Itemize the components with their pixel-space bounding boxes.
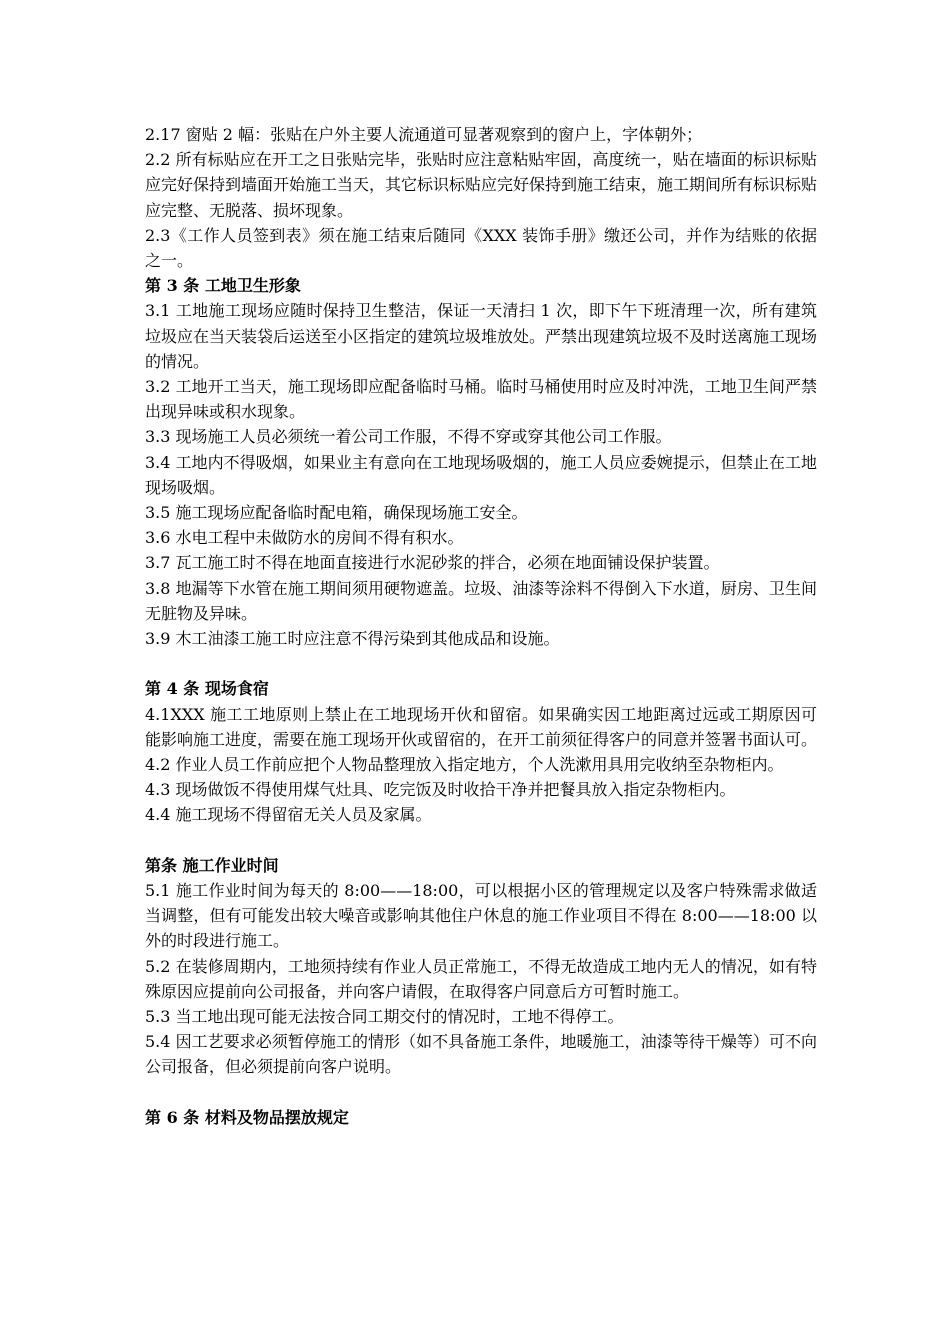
paragraph-5-1: 5.1 施工作业时间为每天的 8:00——18:00，可以根据小区的管理规定以及客户特殊需求做适当调整，但有可能发出较大噪音或影响其他住户休息的施工作业项目不得在 8:00——18:00 以外的时段进行施工。 — [145, 881, 817, 951]
paragraph-2-2: 2.2 所有标贴应在开工之日张贴完毕，张贴时应注意粘贴牢固，高度统一，贴在墙面的标识标贴应完好保持到墙面开始施工当天，其它标识标贴应完好保持到施工结束，施工期间所有标识标贴应完整、无脱落、损坏现象。 — [145, 150, 818, 220]
paragraph-3-9: 3.9 木工油漆工施工时应注意不得污染到其他成品和设施。 — [145, 629, 560, 649]
section-heading-5: 第条 施工作业时间 — [145, 855, 279, 875]
paragraph-5-4: 5.4 因工艺要求必须暂停施工的情形（如不具备施工条件，地暖施工，油漆等待干燥等）可不向公司报备，但必须提前向客户说明。 — [145, 1032, 817, 1077]
paragraph-3-4: 3.4 工地内不得吸烟，如果业主有意向在工地现场吸烟的，施工人员应委婉提示，但禁止在工地现场吸烟。 — [145, 452, 817, 497]
paragraph-5-2: 5.2 在装修周期内，工地须持续有作业人员正常施工，不得无故造成工地内无人的情况，如有特殊原因应提前向公司报备，并向客户请假，在取得客户同意后方可暂时施工。 — [145, 956, 817, 1001]
paragraph-3-1: 3.1 工地施工现场应随时保持卫生整洁，保证一天清扫 1 次，即下午下班清理一次，所有建筑垃圾应在当天装袋后运送至小区指定的建筑垃圾堆放处。严禁出现建筑垃圾不及时送离施工现场的情况。 — [145, 301, 818, 371]
paragraph-3-8: 3.8 地漏等下水管在施工期间须用硬物遮盖。垃圾、油漆等涂料不得倒入下水道，厨房、卫生间无脏物及异味。 — [145, 578, 817, 623]
paragraph-4-4: 4.4 施工现场不得留宿无关人员及家属。 — [145, 805, 432, 825]
paragraph-4-1: 4.1XXX 施工工地原则上禁止在工地现场开伙和留宿。如果确实因工地距离过远或工期原因可能影响施工进度，需要在施工现场开伙或留宿的，在开工前须征得客户的同意并签署书面认可。 — [145, 704, 818, 749]
document-page — [145, 122, 817, 1130]
section-heading-6: 第 6 条 材料及物品摆放规定 — [145, 1107, 349, 1127]
section-heading-3: 第 3 条 工地卫生形象 — [145, 276, 301, 296]
paragraph-3-6: 3.6 水电工程中未做防水的房间不得有积水。 — [145, 528, 464, 548]
blank-line — [145, 828, 817, 853]
paragraph-2-17: 2.17 窗贴 2 幅：张贴在户外主要人流通道可显著观察到的窗户上，字体朝外； — [145, 125, 703, 144]
paragraph-4-2: 4.2 作业人员工作前应把个人物品整理放入指定地方，个人洗漱用具用完收纳至杂物柜内。 — [145, 755, 784, 775]
section-heading-4: 第 4 条 现场食宿 — [145, 679, 269, 699]
paragraph-2-3: 2.3《工作人员签到表》须在施工结束后随同《XXX 装饰手册》缴还公司，并作为结账的依据之一。 — [145, 225, 817, 271]
paragraph-3-7: 3.7 瓦工施工时不得在地面直接进行水泥砂浆的拌合，必须在地面铺设保护装置。 — [145, 553, 720, 573]
paragraph-4-3: 4.3 现场做饭不得使用煤气灶具、吃完饭及时收拾干净并把餐具放入指定杂物柜内。 — [145, 780, 736, 800]
paragraph-5-3: 5.3 当工地出现可能无法按合同工期交付的情况时，工地不得停工。 — [145, 1007, 624, 1027]
paragraph-3-3: 3.3 现场施工人员必须统一着公司工作服，不得不穿或穿其他公司工作服。 — [145, 427, 672, 447]
blank-line — [145, 651, 817, 676]
paragraph-3-2: 3.2 工地开工当天，施工现场即应配备临时马桶。临时马桶使用时应及时冲洗，工地卫生间严禁出现异味或积水现象。 — [145, 377, 817, 422]
blank-line — [145, 1080, 817, 1105]
paragraph-3-5: 3.5 施工现场应配备临时配电箱，确保现场施工安全。 — [145, 503, 528, 523]
